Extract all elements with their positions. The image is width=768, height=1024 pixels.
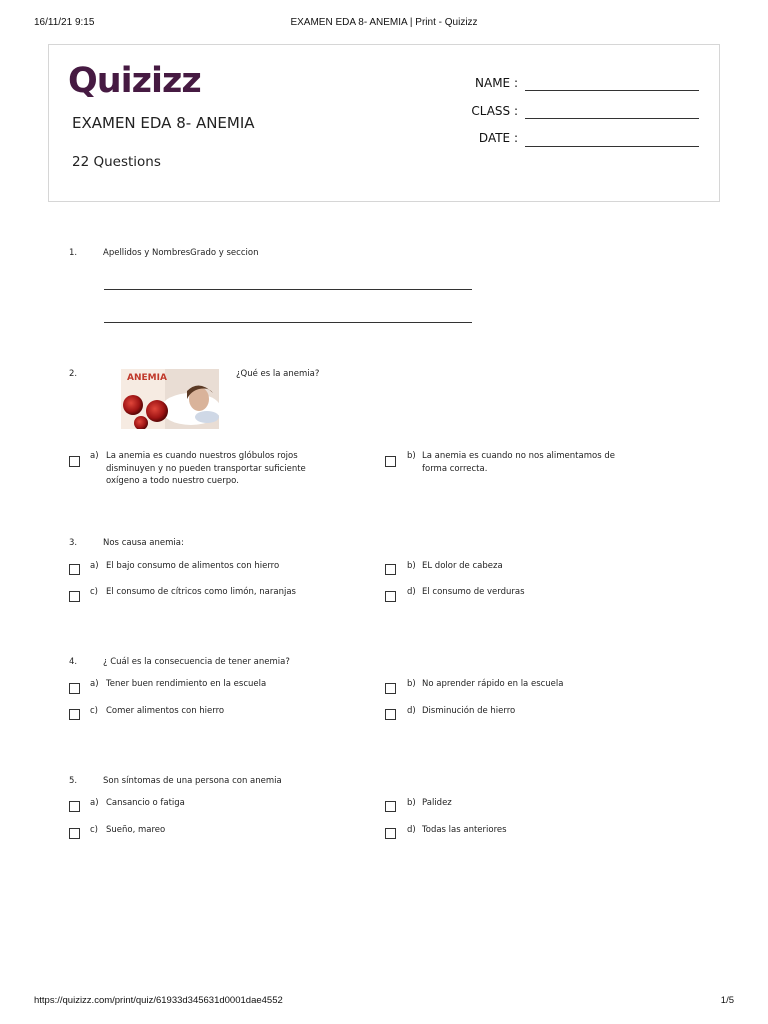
- option-text: Disminución de hierro: [422, 706, 516, 716]
- option-letter: d): [407, 587, 416, 597]
- question-text: ¿ Cuál es la consecuencia de tener anemia?: [103, 657, 290, 667]
- option-checkbox[interactable]: [385, 591, 396, 602]
- answer-line[interactable]: [104, 322, 472, 323]
- option-text: EL dolor de cabeza: [422, 561, 503, 571]
- option-text: Todas las anteriores: [422, 825, 507, 835]
- option-checkbox[interactable]: [385, 456, 396, 467]
- answer-line[interactable]: [104, 289, 472, 290]
- option-letter: b): [407, 798, 416, 808]
- print-url: https://quizizz.com/print/quiz/61933d345631d0001dae4552: [34, 995, 283, 1006]
- option-checkbox[interactable]: [69, 683, 80, 694]
- option-checkbox[interactable]: [69, 828, 80, 839]
- question-text: Son síntomas de una persona con anemia: [103, 776, 282, 786]
- name-label: NAME :: [475, 76, 518, 90]
- anemia-image: [121, 369, 219, 429]
- option-letter: c): [90, 587, 98, 597]
- quizizz-logo: [68, 60, 201, 102]
- option-letter: c): [90, 706, 98, 716]
- question-number: 3.: [69, 538, 78, 548]
- option-checkbox[interactable]: [69, 564, 80, 575]
- print-date: 16/11/21 9:15: [34, 17, 95, 28]
- option-letter: b): [407, 451, 416, 461]
- name-field[interactable]: [525, 90, 699, 91]
- image-caption: ANEMIA: [127, 373, 167, 383]
- option-text: La anemia es cuando no nos alimentamos de forma correcta.: [422, 451, 615, 474]
- print-page-number: 1/5: [720, 995, 734, 1006]
- option-checkbox[interactable]: [69, 456, 80, 467]
- option-letter: b): [407, 679, 416, 689]
- option-checkbox[interactable]: [385, 564, 396, 575]
- question-count: 22 Questions: [72, 154, 161, 170]
- question-number: 5.: [69, 776, 78, 786]
- option-text: El consumo de verduras: [422, 587, 525, 597]
- option-checkbox[interactable]: [69, 801, 80, 812]
- option-checkbox[interactable]: [385, 801, 396, 812]
- question-text: Nos causa anemia:: [103, 538, 184, 548]
- question-number: 4.: [69, 657, 78, 667]
- class-field[interactable]: [525, 118, 699, 119]
- option-letter: b): [407, 561, 416, 571]
- question-number: 2.: [69, 369, 78, 379]
- logo-text: Quizizz: [68, 61, 201, 101]
- option-letter: a): [90, 561, 99, 571]
- question-text: Apellidos y NombresGrado y seccion: [103, 248, 259, 258]
- option-text: Tener buen rendimiento en la escuela: [106, 679, 267, 689]
- date-label: DATE :: [478, 131, 518, 145]
- question-number: 1.: [69, 248, 78, 258]
- option-checkbox[interactable]: [69, 709, 80, 720]
- quiz-title: EXAMEN EDA 8- ANEMIA: [72, 114, 255, 132]
- option-checkbox[interactable]: [69, 591, 80, 602]
- option-text: Palidez: [422, 798, 452, 808]
- option-letter: a): [90, 451, 99, 461]
- print-page-title: EXAMEN EDA 8- ANEMIA | Print - Quizizz: [290, 17, 478, 28]
- class-label: CLASS :: [471, 104, 518, 118]
- date-field[interactable]: [525, 146, 699, 147]
- option-text: Cansancio o fatiga: [106, 798, 185, 808]
- option-text: El consumo de cítricos como limón, naranjas: [106, 587, 296, 597]
- option-letter: c): [90, 825, 98, 835]
- option-text: No aprender rápido en la escuela: [422, 679, 564, 689]
- option-letter: d): [407, 825, 416, 835]
- option-checkbox[interactable]: [385, 709, 396, 720]
- option-checkbox[interactable]: [385, 683, 396, 694]
- option-text: Comer alimentos con hierro: [106, 706, 225, 716]
- option-text: Sueño, mareo: [106, 825, 166, 835]
- option-letter: a): [90, 679, 99, 689]
- option-text: El bajo consumo de alimentos con hierro: [106, 561, 280, 571]
- option-letter: d): [407, 706, 416, 716]
- question-text: ¿Qué es la anemia?: [236, 369, 320, 379]
- option-text: La anemia es cuando nuestros glóbulos rojos disminuyen y no pueden transportar suficiente oxígeno a todo nuestro cuerpo.: [106, 451, 306, 486]
- option-letter: a): [90, 798, 99, 808]
- option-checkbox[interactable]: [385, 828, 396, 839]
